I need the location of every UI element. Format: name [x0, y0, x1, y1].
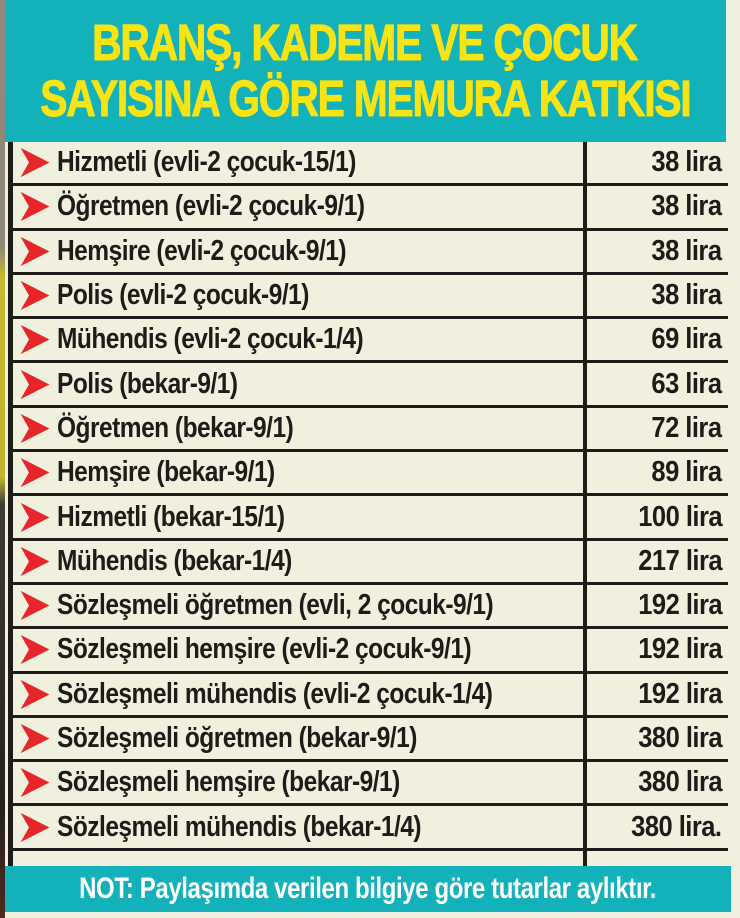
table-row	[13, 496, 728, 540]
row-label: Hizmetli (bekar-15/1)	[57, 500, 285, 533]
row-label: Sözleşmeli öğretmen (bekar-9/1)	[57, 722, 417, 754]
red-arrowhead-icon	[20, 634, 50, 665]
table-row	[13, 231, 728, 275]
table-row	[13, 186, 728, 230]
contribution-table	[8, 142, 728, 866]
footer-note-text: NOT: Paylaşımda verilen bilgiye göre tutarlar aylıktır.	[79, 872, 656, 905]
red-arrowhead-icon	[20, 590, 50, 621]
row-amount: 217 lira	[638, 544, 722, 577]
row-amount: 38 lira	[651, 234, 722, 267]
row-label: Öğretmen (bekar-9/1)	[57, 411, 294, 444]
row-label: Sözleşmeli hemşire (evli-2 çocuk-9/1)	[57, 633, 472, 666]
page-title-line-1: BRANŞ, KADEME VE ÇOCUK	[92, 14, 638, 71]
row-amount: 380 lira.	[631, 810, 722, 843]
table-row	[13, 762, 728, 806]
table-rows	[13, 142, 728, 851]
table-row	[13, 363, 728, 407]
red-arrowhead-icon	[20, 324, 50, 355]
row-label: Mühendis (bekar-1/4)	[57, 544, 292, 577]
table-row	[13, 142, 728, 186]
row-amount: 380 lira	[638, 766, 722, 799]
page-title-line-2: SAYISINA GÖRE MEMURA KATKISI	[39, 70, 691, 127]
row-amount: 38 lira	[651, 146, 722, 179]
row-amount: 72 lira	[651, 411, 722, 444]
row-label: Hemşire (evli-2 çocuk-9/1)	[57, 234, 347, 267]
row-label: Mühendis (evli-2 çocuk-1/4)	[57, 323, 364, 356]
row-label: Sözleşmeli öğretmen (evli, 2 çocuk-9/1)	[57, 589, 494, 622]
table-row	[13, 319, 728, 363]
red-arrowhead-icon	[20, 679, 50, 710]
red-arrowhead-icon	[20, 457, 50, 488]
table-row	[13, 541, 728, 585]
row-label: Sözleşmeli mühendis (bekar-1/4)	[57, 810, 422, 843]
row-amount: 38 lira	[651, 190, 722, 223]
row-amount: 89 lira	[651, 456, 722, 489]
red-arrowhead-icon	[20, 723, 50, 754]
row-label: Hizmetli (evli-2 çocuk-15/1)	[57, 146, 356, 179]
row-amount: 38 lira	[651, 279, 722, 312]
table-row	[13, 585, 728, 629]
row-amount: 192 lira	[638, 589, 722, 622]
row-amount: 192 lira	[638, 633, 722, 666]
red-arrowhead-icon	[20, 369, 50, 400]
table-row	[13, 718, 728, 762]
row-label: Polis (evli-2 çocuk-9/1)	[57, 279, 309, 312]
header-banner	[4, 0, 726, 142]
scan-edge-strip	[0, 0, 5, 918]
red-arrowhead-icon	[20, 191, 50, 222]
table-row	[13, 806, 728, 850]
red-arrowhead-icon	[20, 413, 50, 444]
row-label: Sözleşmeli hemşire (bekar-9/1)	[57, 766, 400, 799]
row-label: Hemşire (bekar-9/1)	[57, 456, 275, 489]
table-row	[13, 275, 728, 319]
red-arrowhead-icon	[20, 236, 50, 267]
row-amount: 63 lira	[651, 367, 722, 400]
table-row	[13, 629, 728, 673]
table-row	[13, 674, 728, 718]
footer-note-bar	[4, 866, 731, 912]
row-amount: 380 lira	[638, 722, 722, 754]
row-label: Öğretmen (evli-2 çocuk-9/1)	[57, 190, 365, 223]
red-arrowhead-icon	[20, 767, 50, 798]
row-amount: 69 lira	[651, 323, 722, 356]
row-amount: 100 lira	[638, 500, 722, 533]
red-arrowhead-icon	[20, 280, 50, 311]
red-arrowhead-icon	[20, 546, 50, 577]
row-label: Polis (bekar-9/1)	[57, 367, 238, 400]
table-row	[13, 452, 728, 496]
row-amount: 192 lira	[638, 677, 722, 710]
red-arrowhead-icon	[20, 502, 50, 533]
red-arrowhead-icon	[20, 147, 50, 178]
row-label: Sözleşmeli mühendis (evli-2 çocuk-1/4)	[57, 677, 493, 710]
table-row	[13, 408, 728, 452]
red-arrowhead-icon	[20, 812, 50, 843]
